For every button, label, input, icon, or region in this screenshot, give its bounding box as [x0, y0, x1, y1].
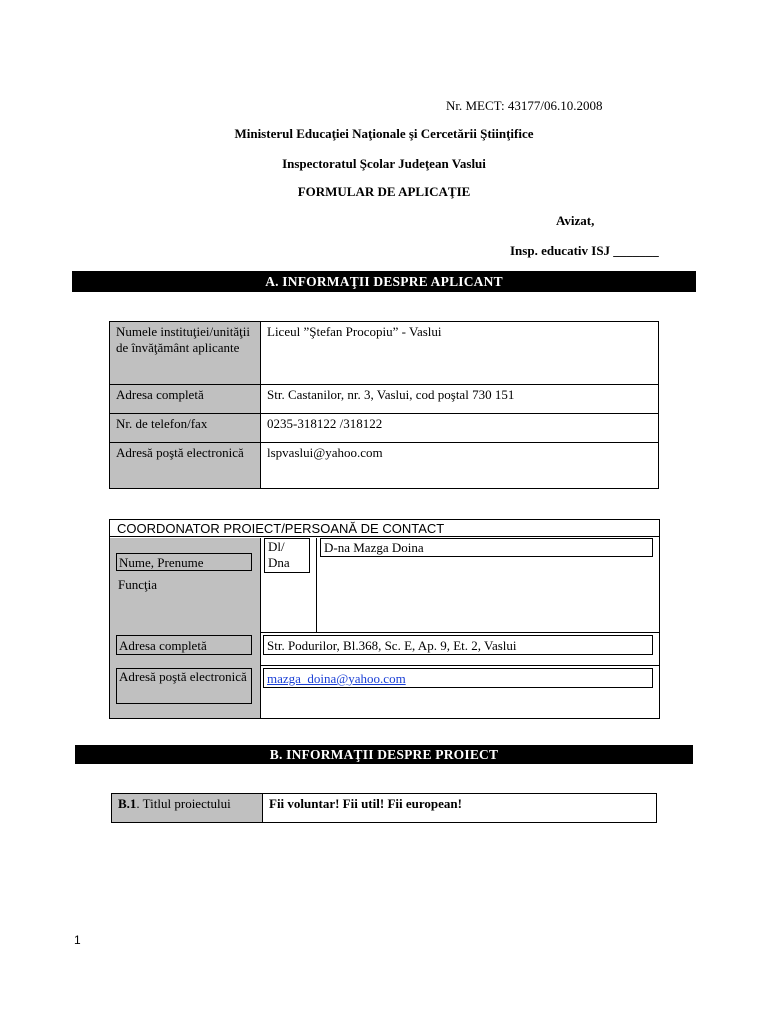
email-label: Adresă poştă electronică: [110, 443, 261, 489]
table-row: [110, 322, 659, 385]
reference-number: Nr. MECT: 43177/06.10.2008: [446, 98, 603, 113]
phone-value: 0235-318122 /318122: [261, 414, 659, 443]
name-label: Nume, Prenume: [116, 553, 252, 571]
inspectorate-title: Inspectoratul Şcolar Judeţean Vaslui: [282, 156, 486, 171]
form-title: FORMULAR DE APLICAŢIE: [297, 184, 471, 199]
table-row: [110, 414, 659, 443]
institution-name-label: Numele instituţiei/unităţii de învăţământ aplicante: [110, 322, 261, 385]
column-divider: [316, 538, 317, 632]
section-b-heading: B. INFORMAŢII DESPRE PROIECT: [75, 745, 693, 764]
approved-label: Avizat,: [556, 213, 595, 228]
project-title-value: Fii voluntar! Fii util! Fii european!: [263, 794, 657, 823]
coordinator-box: [109, 519, 660, 719]
coordinator-address-label: Adresa completă: [116, 635, 252, 655]
inspector-signature-line: Insp. educativ ISJ _______: [510, 243, 659, 258]
coordinator-title: COORDONATOR PROIECT/PERSOANĂ DE CONTACT: [110, 520, 659, 537]
coordinator-name-field[interactable]: D-na Mazga Doina: [320, 538, 653, 557]
function-label: Funcţia: [118, 577, 157, 592]
applicant-info-table: [109, 321, 659, 489]
table-row: [110, 443, 659, 489]
table-row: [112, 794, 657, 823]
page-number: 1: [74, 933, 81, 947]
ministry-title: Ministerul Educaţiei Naţionale şi Cercetării Ştiinţifice: [234, 126, 534, 141]
table-row: [110, 385, 659, 414]
row-divider: [260, 665, 659, 666]
coordinator-email-field[interactable]: [263, 668, 653, 688]
coordinator-email-label: Adresă poştă electronică: [116, 668, 252, 704]
section-a-heading: A. INFORMAŢII DESPRE APLICANT: [72, 271, 696, 292]
project-info-table: [111, 793, 657, 823]
coordinator-address-field[interactable]: Str. Podurilor, Bl.368, Sc. E, Ap. 9, Et. 2, Vaslui: [263, 635, 653, 655]
address-label: Adresa completă: [110, 385, 261, 414]
email-value: lspvaslui@yahoo.com: [261, 443, 659, 489]
institution-name-value: Liceul ”Ştefan Procopiu” - Vaslui: [261, 322, 659, 385]
phone-label: Nr. de telefon/fax: [110, 414, 261, 443]
row-divider: [260, 632, 659, 633]
email-link[interactable]: mazga_doina@yahoo.com: [267, 671, 406, 686]
salutation-field[interactable]: Dl/ Dna: [264, 538, 310, 573]
address-value: Str. Castanilor, nr. 3, Vaslui, cod poştal 730 151: [261, 385, 659, 414]
project-title-label: B.1. Titlul proiectului: [112, 794, 263, 823]
